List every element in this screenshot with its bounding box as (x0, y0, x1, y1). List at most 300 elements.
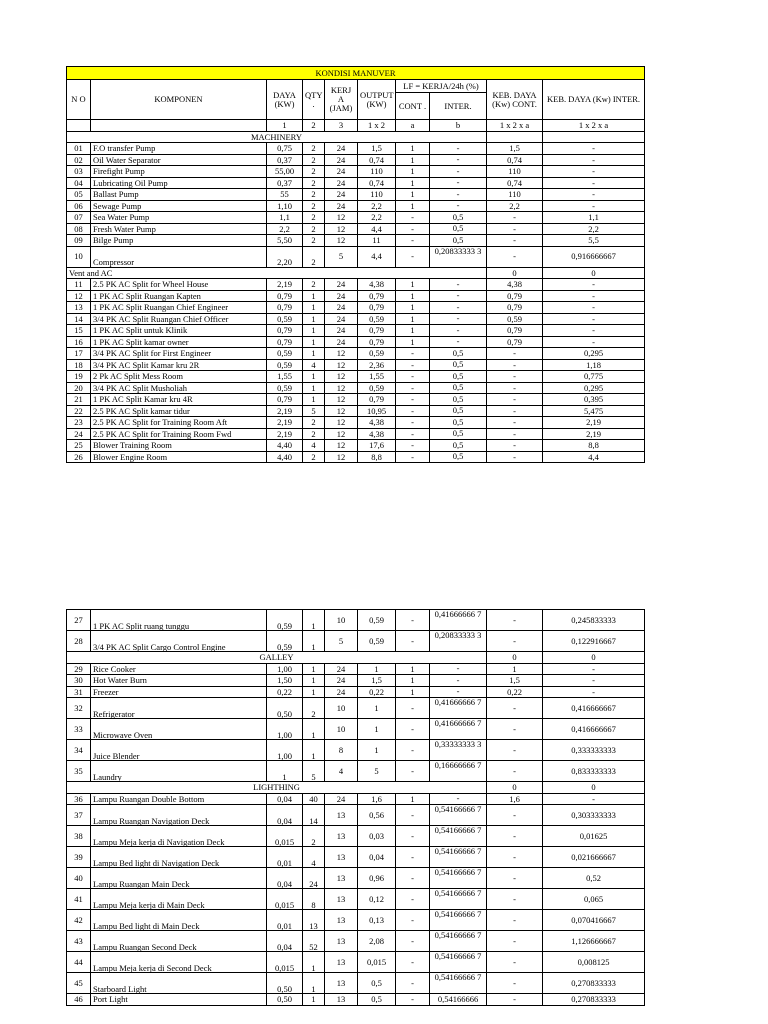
qty-cell: 4 (303, 440, 325, 452)
komponen-cell: 1 PK AC Split Ruangan Chief Engineer (91, 302, 267, 314)
output-cell: 0,96 (358, 868, 396, 889)
no-cell: 09 (67, 235, 91, 247)
komponen-cell: Blower Engine Room (91, 451, 267, 463)
no-cell: 22 (67, 405, 91, 417)
komponen-cell: Lampu Ruangan Double Bottom (91, 793, 267, 805)
qty-cell: 13 (303, 910, 325, 931)
qty-cell: 52 (303, 931, 325, 952)
inter-cell: - (430, 336, 487, 348)
no-cell: 20 (67, 382, 91, 394)
inter-cell: 0,54166666 7 (430, 931, 487, 952)
keb-inter-cell: 0,916666667 (543, 246, 645, 267)
inter-cell: 0,5 (430, 440, 487, 452)
keb-inter-cell: - (543, 200, 645, 212)
keb-inter-cell: 0,295 (543, 382, 645, 394)
inter-cell: - (430, 279, 487, 291)
inter-cell: 0,54166666 7 (430, 868, 487, 889)
cont-cell: - (396, 973, 430, 994)
daya-cell: 0,59 (267, 348, 303, 360)
output-cell: 0,59 (358, 313, 396, 325)
output-cell: 0,79 (358, 302, 396, 314)
keb-cont-cell: 1,5 (487, 143, 543, 155)
table-row (67, 675, 645, 687)
keb-inter-cell: 0,122916667 (543, 631, 645, 652)
keb-cont-cell: - (487, 382, 543, 394)
output-cell: 4,4 (358, 246, 396, 267)
keb-inter-cell: 0,416666667 (543, 698, 645, 719)
kerja-cell: 13 (325, 994, 358, 1006)
header-inter: INTER. (430, 93, 487, 120)
output-cell: 17,6 (358, 440, 396, 452)
section-label: MACHINERY (67, 131, 487, 143)
cont-cell: 1 (396, 154, 430, 166)
cont-cell: 1 (396, 325, 430, 337)
keb-cont-cell: 110 (487, 166, 543, 178)
qty-cell: 2 (303, 154, 325, 166)
cont-cell: 1 (396, 290, 430, 302)
daya-cell: 0,50 (267, 698, 303, 719)
keb-cont-cell: - (487, 610, 543, 631)
keb-inter-cell: - (543, 313, 645, 325)
table-row (67, 910, 645, 931)
output-cell: 0,03 (358, 826, 396, 847)
output-cell: 1,5 (358, 143, 396, 155)
komponen-cell: Lampu Meja kerja di Navigation Deck (91, 826, 267, 847)
header-keb-inter: KEB. DAYA (Kw) INTER. (543, 80, 645, 120)
komponen-cell: Port Light (91, 994, 267, 1006)
keb-inter-cell: - (543, 177, 645, 189)
keb-cont-cell: - (487, 394, 543, 406)
daya-cell: 1,00 (267, 719, 303, 740)
komponen-cell: Rice Cooker (91, 663, 267, 675)
keb-inter-cell: 1,1 (543, 212, 645, 224)
table-body (67, 610, 645, 1006)
inter-cell: - (430, 166, 487, 178)
inter-cell: 0,54166666 7 (430, 889, 487, 910)
no-cell: 39 (67, 847, 91, 868)
kerja-cell: 24 (325, 290, 358, 302)
daya-cell: 0,015 (267, 826, 303, 847)
kerja-cell: 12 (325, 223, 358, 235)
cont-cell: - (396, 348, 430, 360)
table-title: KONDISI MANUVER (67, 67, 645, 80)
komponen-cell: 2.5 PK AC Split for Training Room Fwd (91, 428, 267, 440)
keb-inter-cell: 0,333333333 (543, 740, 645, 761)
komponen-cell: Hot Water Burn (91, 675, 267, 687)
header-no: N O (67, 80, 91, 120)
qty-cell: 1 (303, 382, 325, 394)
cont-cell: 1 (396, 302, 430, 314)
cont-cell: - (396, 610, 430, 631)
cont-cell: - (396, 740, 430, 761)
inter-cell: 0,54166666 7 (430, 952, 487, 973)
keb-cont-cell: - (487, 371, 543, 383)
table-row (67, 631, 645, 652)
kerja-cell: 13 (325, 973, 358, 994)
qty-cell: 5 (303, 761, 325, 782)
no-cell: 35 (67, 761, 91, 782)
no-cell: 19 (67, 371, 91, 383)
cont-cell: 1 (396, 793, 430, 805)
daya-cell: 0,01 (267, 847, 303, 868)
keb-cont-cell: 1,5 (487, 675, 543, 687)
output-cell: 0,5 (358, 973, 396, 994)
keb-cont-cell: - (487, 212, 543, 224)
output-cell: 0,59 (358, 610, 396, 631)
output-cell: 110 (358, 166, 396, 178)
kerja-cell: 24 (325, 177, 358, 189)
inter-cell: - (430, 154, 487, 166)
keb-inter-cell: 0,270833333 (543, 994, 645, 1006)
no-cell: 11 (67, 279, 91, 291)
no-cell: 33 (67, 719, 91, 740)
keb-inter-cell: 0,833333333 (543, 761, 645, 782)
inter-cell: - (430, 177, 487, 189)
cont-cell: - (396, 994, 430, 1006)
table-row (67, 719, 645, 740)
inter-cell: 0,54166666 7 (430, 973, 487, 994)
table-row (67, 740, 645, 761)
section-label: GALLEY (67, 652, 487, 664)
cont-cell: - (396, 382, 430, 394)
inter-cell: 0,41666666 7 (430, 610, 487, 631)
keb-cont-cell: 0,79 (487, 325, 543, 337)
section-row (67, 131, 645, 143)
qty-cell: 1 (303, 348, 325, 360)
cont-cell: 1 (396, 336, 430, 348)
table-row (67, 246, 645, 267)
inter-cell: 0,54166666 7 (430, 826, 487, 847)
cont-cell: - (396, 868, 430, 889)
komponen-cell: Fresh Water Pump (91, 223, 267, 235)
daya-cell: 0,37 (267, 177, 303, 189)
cont-cell: - (396, 417, 430, 429)
keb-inter-cell: 8,8 (543, 440, 645, 452)
no-cell: 13 (67, 302, 91, 314)
qty-cell: 2 (303, 212, 325, 224)
daya-cell: 0,79 (267, 302, 303, 314)
kerja-cell: 24 (325, 302, 358, 314)
qty-cell: 1 (303, 994, 325, 1006)
qty-cell: 1 (303, 973, 325, 994)
inter-cell: 0,5 (430, 405, 487, 417)
keb-cont-cell: 0 (487, 782, 543, 794)
cont-cell: 1 (396, 313, 430, 325)
kerja-cell: 12 (325, 405, 358, 417)
output-cell: 0,59 (358, 382, 396, 394)
keb-inter-cell: 0,395 (543, 394, 645, 406)
table-row (67, 686, 645, 698)
inter-cell: 0,5 (430, 417, 487, 429)
keb-inter-cell: 0,245833333 (543, 610, 645, 631)
output-cell: 0,79 (358, 336, 396, 348)
header-daya: DAYA (KW) (267, 80, 303, 120)
no-cell: 17 (67, 348, 91, 360)
index-cell: 1 x 2 (358, 120, 396, 132)
output-cell: 1 (358, 698, 396, 719)
output-cell: 0,12 (358, 889, 396, 910)
no-cell: 46 (67, 994, 91, 1006)
kerja-cell: 12 (325, 394, 358, 406)
komponen-cell: Juice Blender (91, 740, 267, 761)
output-cell: 1 (358, 663, 396, 675)
qty-cell: 1 (303, 394, 325, 406)
no-cell: 43 (67, 931, 91, 952)
keb-inter-cell: 2,2 (543, 223, 645, 235)
cont-cell: - (396, 889, 430, 910)
keb-inter-cell: 5,475 (543, 405, 645, 417)
qty-cell: 24 (303, 868, 325, 889)
qty-cell: 1 (303, 610, 325, 631)
cont-cell: - (396, 698, 430, 719)
section-label: LIGHTHING (67, 782, 487, 794)
daya-cell: 2,19 (267, 428, 303, 440)
no-cell: 32 (67, 698, 91, 719)
inter-cell: - (430, 189, 487, 201)
komponen-cell: Firefight Pump (91, 166, 267, 178)
no-cell: 44 (67, 952, 91, 973)
output-cell: 0,79 (358, 394, 396, 406)
index-cell: a (396, 120, 430, 132)
daya-cell: 2,2 (267, 223, 303, 235)
keb-cont-cell: - (487, 761, 543, 782)
daya-cell: 0,37 (267, 154, 303, 166)
daya-cell: 0,04 (267, 931, 303, 952)
komponen-cell: Compressor (91, 246, 267, 267)
output-cell: 2,2 (358, 212, 396, 224)
kerja-cell: 13 (325, 847, 358, 868)
kerja-cell: 24 (325, 200, 358, 212)
header-keb-cont: KEB. DAYA (Kw) CONT. (487, 80, 543, 120)
keb-inter-cell: 0,416666667 (543, 719, 645, 740)
komponen-cell: Lampu Ruangan Second Deck (91, 931, 267, 952)
table-row (67, 382, 645, 394)
cont-cell: - (396, 405, 430, 417)
daya-cell: 0,015 (267, 952, 303, 973)
inter-cell: 0,20833333 3 (430, 246, 487, 267)
output-cell: 0,74 (358, 154, 396, 166)
komponen-cell: Freezer (91, 686, 267, 698)
komponen-cell: 3/4 PK AC Split Ruangan Chief Officer (91, 313, 267, 325)
qty-cell: 1 (303, 371, 325, 383)
table-row (67, 847, 645, 868)
table-row (67, 793, 645, 805)
qty-cell: 1 (303, 336, 325, 348)
header-komponen: KOMPONEN (91, 80, 267, 120)
no-cell: 16 (67, 336, 91, 348)
keb-cont-cell: 0,59 (487, 313, 543, 325)
keb-inter-cell (543, 131, 645, 143)
daya-cell: 0,04 (267, 868, 303, 889)
keb-inter-cell: 2,19 (543, 428, 645, 440)
keb-cont-cell: 0 (487, 652, 543, 664)
no-cell: 34 (67, 740, 91, 761)
no-cell: 02 (67, 154, 91, 166)
table-row (67, 931, 645, 952)
qty-cell: 40 (303, 793, 325, 805)
cont-cell: - (396, 246, 430, 267)
no-cell: 18 (67, 359, 91, 371)
no-cell: 42 (67, 910, 91, 931)
cont-cell: - (396, 223, 430, 235)
output-cell: 8,8 (358, 451, 396, 463)
output-cell: 0,74 (358, 177, 396, 189)
daya-cell: 0,04 (267, 793, 303, 805)
qty-cell: 1 (303, 675, 325, 687)
table-row (67, 417, 645, 429)
keb-inter-cell: 0,01625 (543, 826, 645, 847)
no-cell: 08 (67, 223, 91, 235)
kerja-cell: 12 (325, 212, 358, 224)
keb-cont-cell: - (487, 719, 543, 740)
keb-cont-cell: 0,74 (487, 177, 543, 189)
cont-cell: - (396, 235, 430, 247)
qty-cell: 1 (303, 740, 325, 761)
daya-cell: 1,55 (267, 371, 303, 383)
index-cell: b (430, 120, 487, 132)
power-table-bottom (66, 609, 645, 1006)
keb-cont-cell: - (487, 348, 543, 360)
table-row (67, 371, 645, 383)
no-cell: 28 (67, 631, 91, 652)
cont-cell: 1 (396, 279, 430, 291)
kerja-cell: 13 (325, 931, 358, 952)
table-row (67, 223, 645, 235)
no-cell: 10 (67, 246, 91, 267)
table-row (67, 698, 645, 719)
qty-cell: 1 (303, 719, 325, 740)
keb-inter-cell: 0,008125 (543, 952, 645, 973)
table-row (67, 805, 645, 826)
komponen-cell: Starboard Light (91, 973, 267, 994)
cont-cell: 1 (396, 200, 430, 212)
cont-cell: 1 (396, 166, 430, 178)
qty-cell: 2 (303, 698, 325, 719)
qty-cell: 2 (303, 200, 325, 212)
output-cell: 0,79 (358, 325, 396, 337)
no-cell: 15 (67, 325, 91, 337)
keb-cont-cell: 0,74 (487, 154, 543, 166)
cont-cell: - (396, 931, 430, 952)
table-row (67, 200, 645, 212)
qty-cell: 1 (303, 302, 325, 314)
header-cont: CONT . (396, 93, 430, 120)
komponen-cell: 2 Pk AC Split Mess Room (91, 371, 267, 383)
cont-cell: - (396, 952, 430, 973)
output-cell: 1 (358, 740, 396, 761)
output-cell: 0,13 (358, 910, 396, 931)
keb-inter-cell: - (543, 325, 645, 337)
keb-cont-cell: - (487, 246, 543, 267)
keb-inter-cell: - (543, 143, 645, 155)
keb-inter-cell: 5,5 (543, 235, 645, 247)
kerja-cell: 24 (325, 313, 358, 325)
kerja-cell: 13 (325, 910, 358, 931)
kerja-cell: 24 (325, 279, 358, 291)
qty-cell: 1 (303, 686, 325, 698)
table-row (67, 868, 645, 889)
kerja-cell: 12 (325, 428, 358, 440)
keb-inter-cell: 0 (543, 267, 645, 279)
keb-inter-cell: 0,295 (543, 348, 645, 360)
keb-cont-cell: 0 (487, 267, 543, 279)
daya-cell: 0,79 (267, 290, 303, 302)
daya-cell: 1,1 (267, 212, 303, 224)
output-cell: 5 (358, 761, 396, 782)
inter-cell: 0,33333333 3 (430, 740, 487, 761)
qty-cell: 4 (303, 847, 325, 868)
inter-cell: - (430, 793, 487, 805)
inter-cell: - (430, 325, 487, 337)
table-row (67, 290, 645, 302)
keb-cont-cell: - (487, 440, 543, 452)
komponen-cell: Sea Water Pump (91, 212, 267, 224)
keb-cont-cell: - (487, 805, 543, 826)
no-cell: 12 (67, 290, 91, 302)
table-row (67, 451, 645, 463)
output-cell: 4,38 (358, 417, 396, 429)
cont-cell: 1 (396, 143, 430, 155)
keb-cont-cell: 0,79 (487, 302, 543, 314)
kerja-cell: 24 (325, 143, 358, 155)
inter-cell: 0,5 (430, 235, 487, 247)
komponen-cell: 1 PK AC Split ruang tunggu (91, 610, 267, 631)
cont-cell: - (396, 212, 430, 224)
daya-cell: 5,50 (267, 235, 303, 247)
daya-cell: 1 (267, 761, 303, 782)
keb-cont-cell: - (487, 223, 543, 235)
kerja-cell: 5 (325, 246, 358, 267)
komponen-cell: 1 PK AC Split Ruangan Kapten (91, 290, 267, 302)
qty-cell: 2 (303, 223, 325, 235)
index-cell: 2 (303, 120, 325, 132)
no-cell: 36 (67, 793, 91, 805)
section-row (67, 782, 645, 794)
daya-cell: 2,19 (267, 405, 303, 417)
output-cell: 2,36 (358, 359, 396, 371)
keb-inter-cell: 0,270833333 (543, 973, 645, 994)
keb-inter-cell: 0,070416667 (543, 910, 645, 931)
daya-cell: 0,59 (267, 610, 303, 631)
output-cell: 0,015 (358, 952, 396, 973)
table-row (67, 212, 645, 224)
daya-cell: 0,59 (267, 313, 303, 325)
kerja-cell: 24 (325, 166, 358, 178)
komponen-cell: Microwave Oven (91, 719, 267, 740)
keb-cont-cell: - (487, 826, 543, 847)
table-row (67, 359, 645, 371)
komponen-cell: Lampu Meja kerja di Main Deck (91, 889, 267, 910)
header-lf: LF = KERJA/24h (%) (396, 80, 487, 93)
output-cell: 10,95 (358, 405, 396, 417)
daya-cell: 0,59 (267, 359, 303, 371)
no-cell: 26 (67, 451, 91, 463)
no-cell: 25 (67, 440, 91, 452)
komponen-cell: Lampu Ruangan Navigation Deck (91, 805, 267, 826)
komponen-cell: 3/4 PK AC Split Kamar kru 2R (91, 359, 267, 371)
komponen-cell: Lampu Bed light di Navigation Deck (91, 847, 267, 868)
inter-cell: 0,20833333 3 (430, 631, 487, 652)
qty-cell: 4 (303, 359, 325, 371)
keb-inter-cell: - (543, 675, 645, 687)
no-cell: 41 (67, 889, 91, 910)
cont-cell: 1 (396, 189, 430, 201)
daya-cell: 55,00 (267, 166, 303, 178)
keb-inter-cell: 2,19 (543, 417, 645, 429)
inter-cell: 0,5 (430, 359, 487, 371)
output-cell: 0,56 (358, 805, 396, 826)
qty-cell: 1 (303, 952, 325, 973)
